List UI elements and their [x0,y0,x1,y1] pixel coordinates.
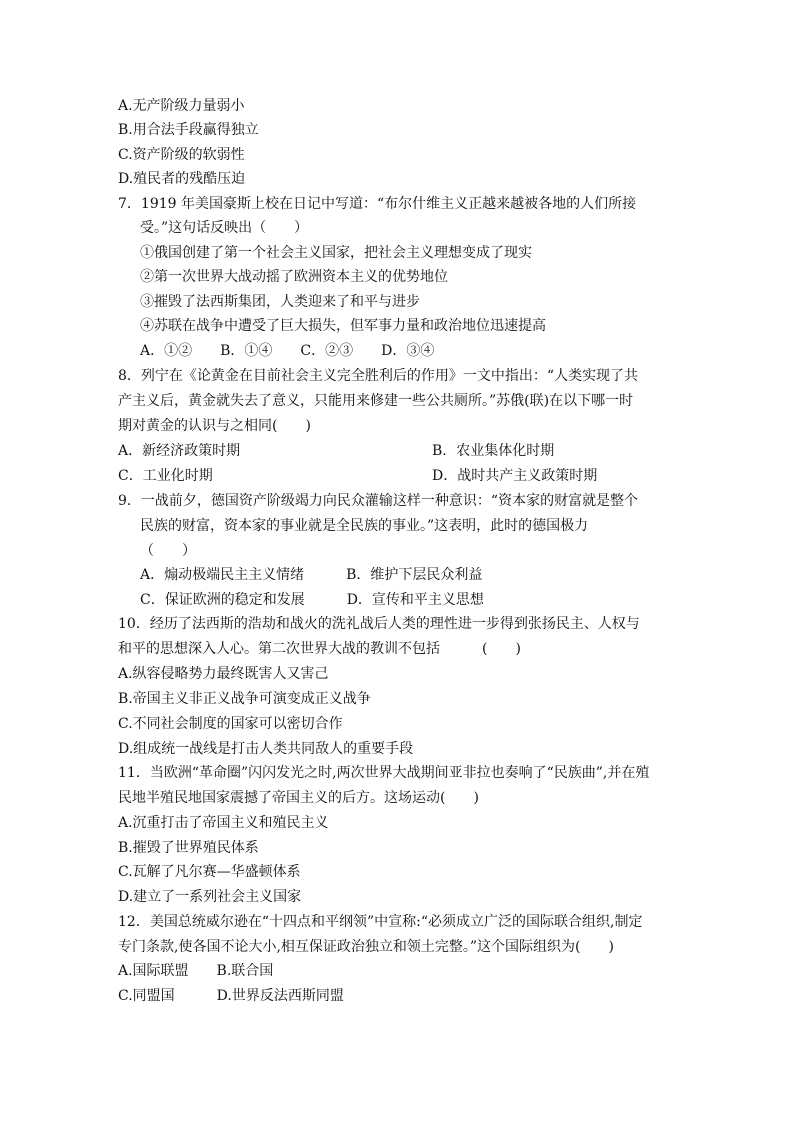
q8-stem-line3: 期对黄金的认识与之相同( ) [118,418,311,434]
q10-option-b: B.帝国主义非正义战争可演变成正义战争 [118,691,371,707]
q7-item-2: ②第一次世界大战动摇了欧洲资本主义的优势地位 [140,269,448,285]
q7-stem-line1: 7．1919 年美国豪斯上校在日记中写道：“布尔什维主义正越来越被各地的人们所接 [118,196,637,212]
q6-option-c: C.资产阶级的软弱性 [118,147,245,163]
q12-stem-line1: 12．美国总统威尔逊在“十四点和平纲领”中宣称:“必须成立广泛的国际联合组织,制定 [118,914,643,930]
q11-option-a: A.沉重打击了帝国主义和殖民主义 [118,815,329,831]
q10-option-d: D.组成统一战线是打击人类共同敌人的重要手段 [118,741,414,757]
q12-options-line1: A.国际联盟 B.联合国 [118,963,274,979]
q11-option-d: D.建立了一系列社会主义国家 [118,889,302,905]
q8-option-a: A．新经济政策时期 [118,443,241,459]
q11-stem-line1: 11．当欧洲“革命圈”闪闪发光之时,两次世界大战期间亚非拉也奏响了“民族曲”,并在殖 [118,765,650,781]
q8-option-c: C．工业化时期 [118,468,213,484]
q9-options-line2: C．保证欧洲的稳定和发展 D．宣传和平主义思想 [140,592,484,608]
q9-stem-line2: 民族的财富，资本家的事业就是全民族的事业。”这表明，此时的德国极力 [140,518,589,534]
q6-option-b: B.用合法手段赢得独立 [118,122,259,138]
q11-stem-line2: 民地半殖民地国家震撼了帝国主义的后方。这场运动( ) [118,790,479,806]
q11-option-b: B.摧毁了世界殖民体系 [118,840,259,856]
q7-item-1: ①俄国创建了第一个社会主义国家，把社会主义理想变成了现实 [140,245,532,261]
q9-options-line1: A．煽动极端民主主义情绪 B．维护下层民众利益 [140,567,483,583]
q8-option-d: D．战时共产主义政策时期 [432,468,598,484]
q9-stem-line1: 9．一战前夕，德国资产阶级竭力向民众灌输这样一种意识：“资本家的财富就是整个 [118,493,639,509]
q6-option-d: D.殖民者的残酷压迫 [118,171,246,187]
q7-options: A．①② B．①④ C．②③ D．③④ [140,343,435,359]
q11-option-c: C.瓦解了凡尔赛—华盛顿体系 [118,864,301,880]
q6-option-a: A.无产阶级力量弱小 [118,98,245,114]
q7-item-3: ③摧毁了法西斯集团，人类迎来了和平与进步 [140,294,420,310]
q8-stem-line2: 产主义后，黄金就失去了意义，只能用来修建一些公共厕所。”苏俄(联)在以下哪一时 [118,393,634,409]
q10-option-c: C.不同社会制度的国家可以密切合作 [118,716,343,732]
q7-item-4: ④苏联在战争中遭受了巨大损失，但军事力量和政治地位迅速提高 [140,318,546,334]
q8-option-b: B．农业集体化时期 [432,443,555,459]
q12-options-line2: C.同盟国 D.世界反法西斯同盟 [118,988,344,1004]
q12-stem-line2: 专门条款,使各国不论大小,相互保证政治独立和领土完整。”这个国际组织为( ) [118,939,614,955]
q9-stem-line3: （ ） [140,543,196,559]
q10-option-a: A.纵容侵略势力最终既害人又害己 [118,666,329,682]
q8-stem-line1: 8．列宁在《论黄金在目前社会主义完全胜利后的作用》一文中指出：“人类实现了共 [118,368,639,384]
q10-stem-line2: 和平的思想深入人心。第二次世界大战的教训不包括 ( ) [118,641,521,657]
q7-stem-line2: 受。”这句话反映出（ ） [140,220,309,236]
q10-stem-line1: 10．经历了法西斯的浩劫和战火的洗礼战后人类的理性进一步得到张扬民主、人权与 [118,616,640,632]
